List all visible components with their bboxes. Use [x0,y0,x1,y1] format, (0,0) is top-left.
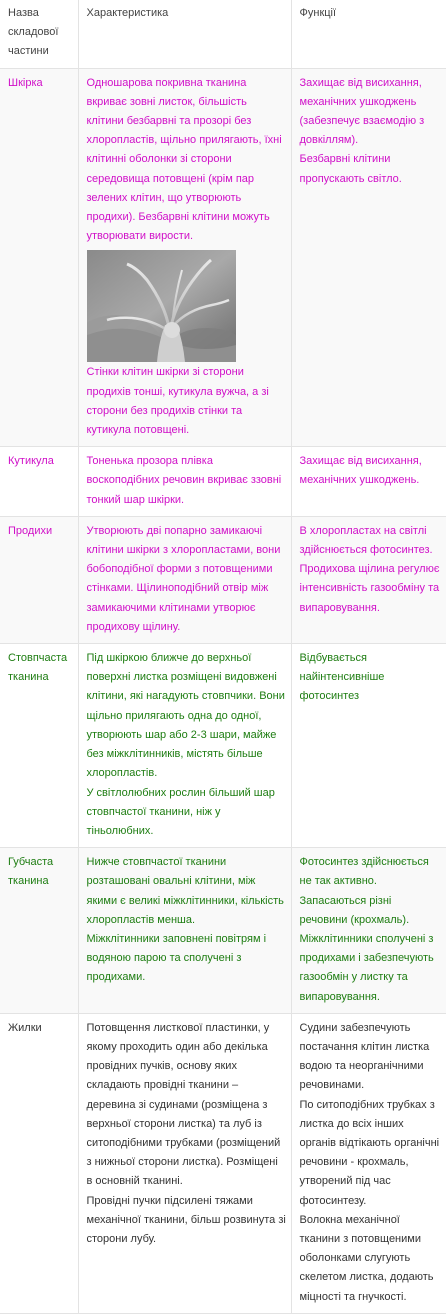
functions-cell: Захищає від висихання, механічних ушкоджень. [291,447,446,517]
characteristic-text: Під шкіркою ближче до верхньої поверхні листка розміщені видовжені клітини, які нагадують стовпчики. Вони щільно прилягають одна до одної, утворюють шар або 2-3 шари, майже без міжклітинників, містять більше хлоропластів. [86,652,285,780]
functions-text: Безбарвні клітини пропускають світло. [299,153,402,185]
header-part-name: Назва складової частини [0,0,78,68]
functions-cell [291,848,446,1014]
table-row [0,516,446,643]
functions-text: Фотосинтез здійснюється не так активно. [299,856,429,888]
characteristic-cell [78,68,291,447]
functions-cell [291,1013,446,1313]
characteristic-text: Міжклітинники заповнені повітрям і водяною парою та сполучені з продихами. [86,932,267,984]
functions-text: Судини забезпечують постачання клітин листка водою та неорганічними речовинами. [299,1021,430,1092]
characteristic-text: У світлолюбних рослин більший шар стовпчастої тканини, ніж у тіньолюбних. [86,786,275,837]
part-name: Продихи [0,516,78,643]
functions-text: Запасаються різні речовини (крохмаль). [299,894,410,926]
functions-cell: В хлоропластах на світлі здійснюється фотосинтез. Продихова щілина регулює інтенсивність газообміну та випаровування. [291,516,446,643]
characteristic-cell [78,848,291,1014]
part-name: Кутикула [0,447,78,517]
part-name: Стовпчаста тканина [0,644,78,848]
characteristic-text: Потовщення листкової пластинки, у якому проходить один або декілька провідних пучків, основу яких складають провідні тканини – деревина зі судинами (розміщена з верхньої сторони листка) та луб із ситоподібними трубками (розміщений з нижньої сторони листка). Розміщені в основній тканині. [86,1021,281,1188]
functions-text: Міжклітинники сполучені з продихами і забезпечують газообмін у листку та випаровування. [299,932,434,1003]
table-row [0,447,446,517]
functions-cell [291,68,446,447]
functions-text: Волокна механічної тканини з потовщеними оболонками слугують скелетом листка, додають міцності та гнучкості. [299,1213,434,1303]
header-functions: Функції [291,0,446,68]
functions-text: Захищає від висихання, механічних ушкоджень (забезпечує взаємодію з довкіллям). [299,76,425,147]
characteristic-cell: Утворюють дві попарно замикаючі клітини шкірки з хлоропластами, вони бобоподібної форми з потовщеними стінками. Щілиноподібний отвір між замикаючими клітинами утворює продихову щілину. [78,516,291,643]
characteristic-cell [78,1013,291,1313]
functions-text: По ситоподібних трубках з листка до всіх інших органів відтікають органічні речовини - крохмаль, утворений під час фотосинтезу. [299,1098,440,1207]
part-name: Шкірка [0,68,78,447]
part-name: Жилки [0,1013,78,1313]
table-row [0,848,446,1014]
epidermis-hairs-image [87,250,236,362]
characteristic-cell [78,644,291,848]
header-characteristic: Характеристика [78,0,291,68]
characteristic-text: Стінки клітин шкірки зі сторони продихів тонші, кутикула вужча, а зі сторони без продихів стінки та кутикула потовщені. [86,366,269,437]
part-name: Губчаста тканина [0,848,78,1014]
characteristic-text: Провідні пучки підсилені тяжами механічної тканини, більш розвинута зі сторони лубу. [86,1194,286,1245]
functions-cell: Відбувається найінтенсивніше фотосинтез [291,644,446,848]
header-row [0,0,446,68]
table-row [0,68,446,447]
table-row [0,1013,446,1313]
table-row [0,644,446,848]
characteristic-cell: Тоненька прозора плівка воскоподібних речовин вкриває ззовні тонкий шар шкірки. [78,447,291,517]
characteristic-text: Нижче стовпчастої тканини розташовані овальні клітини, між якими є великі міжклітинники, кількість хлоропластів менша. [86,856,284,926]
characteristic-text: Одношарова покривна тканина вкриває зовні листок, більшість клітини безбарвні та прозорі без хлоропластів, щільно прилягають, їхні клітинні оболонки зі сторони середовища потовщені (крім пар зелених клітин, що утворюють продихи). Безбарвні клітини можуть утворювати вирости. [86,76,282,243]
